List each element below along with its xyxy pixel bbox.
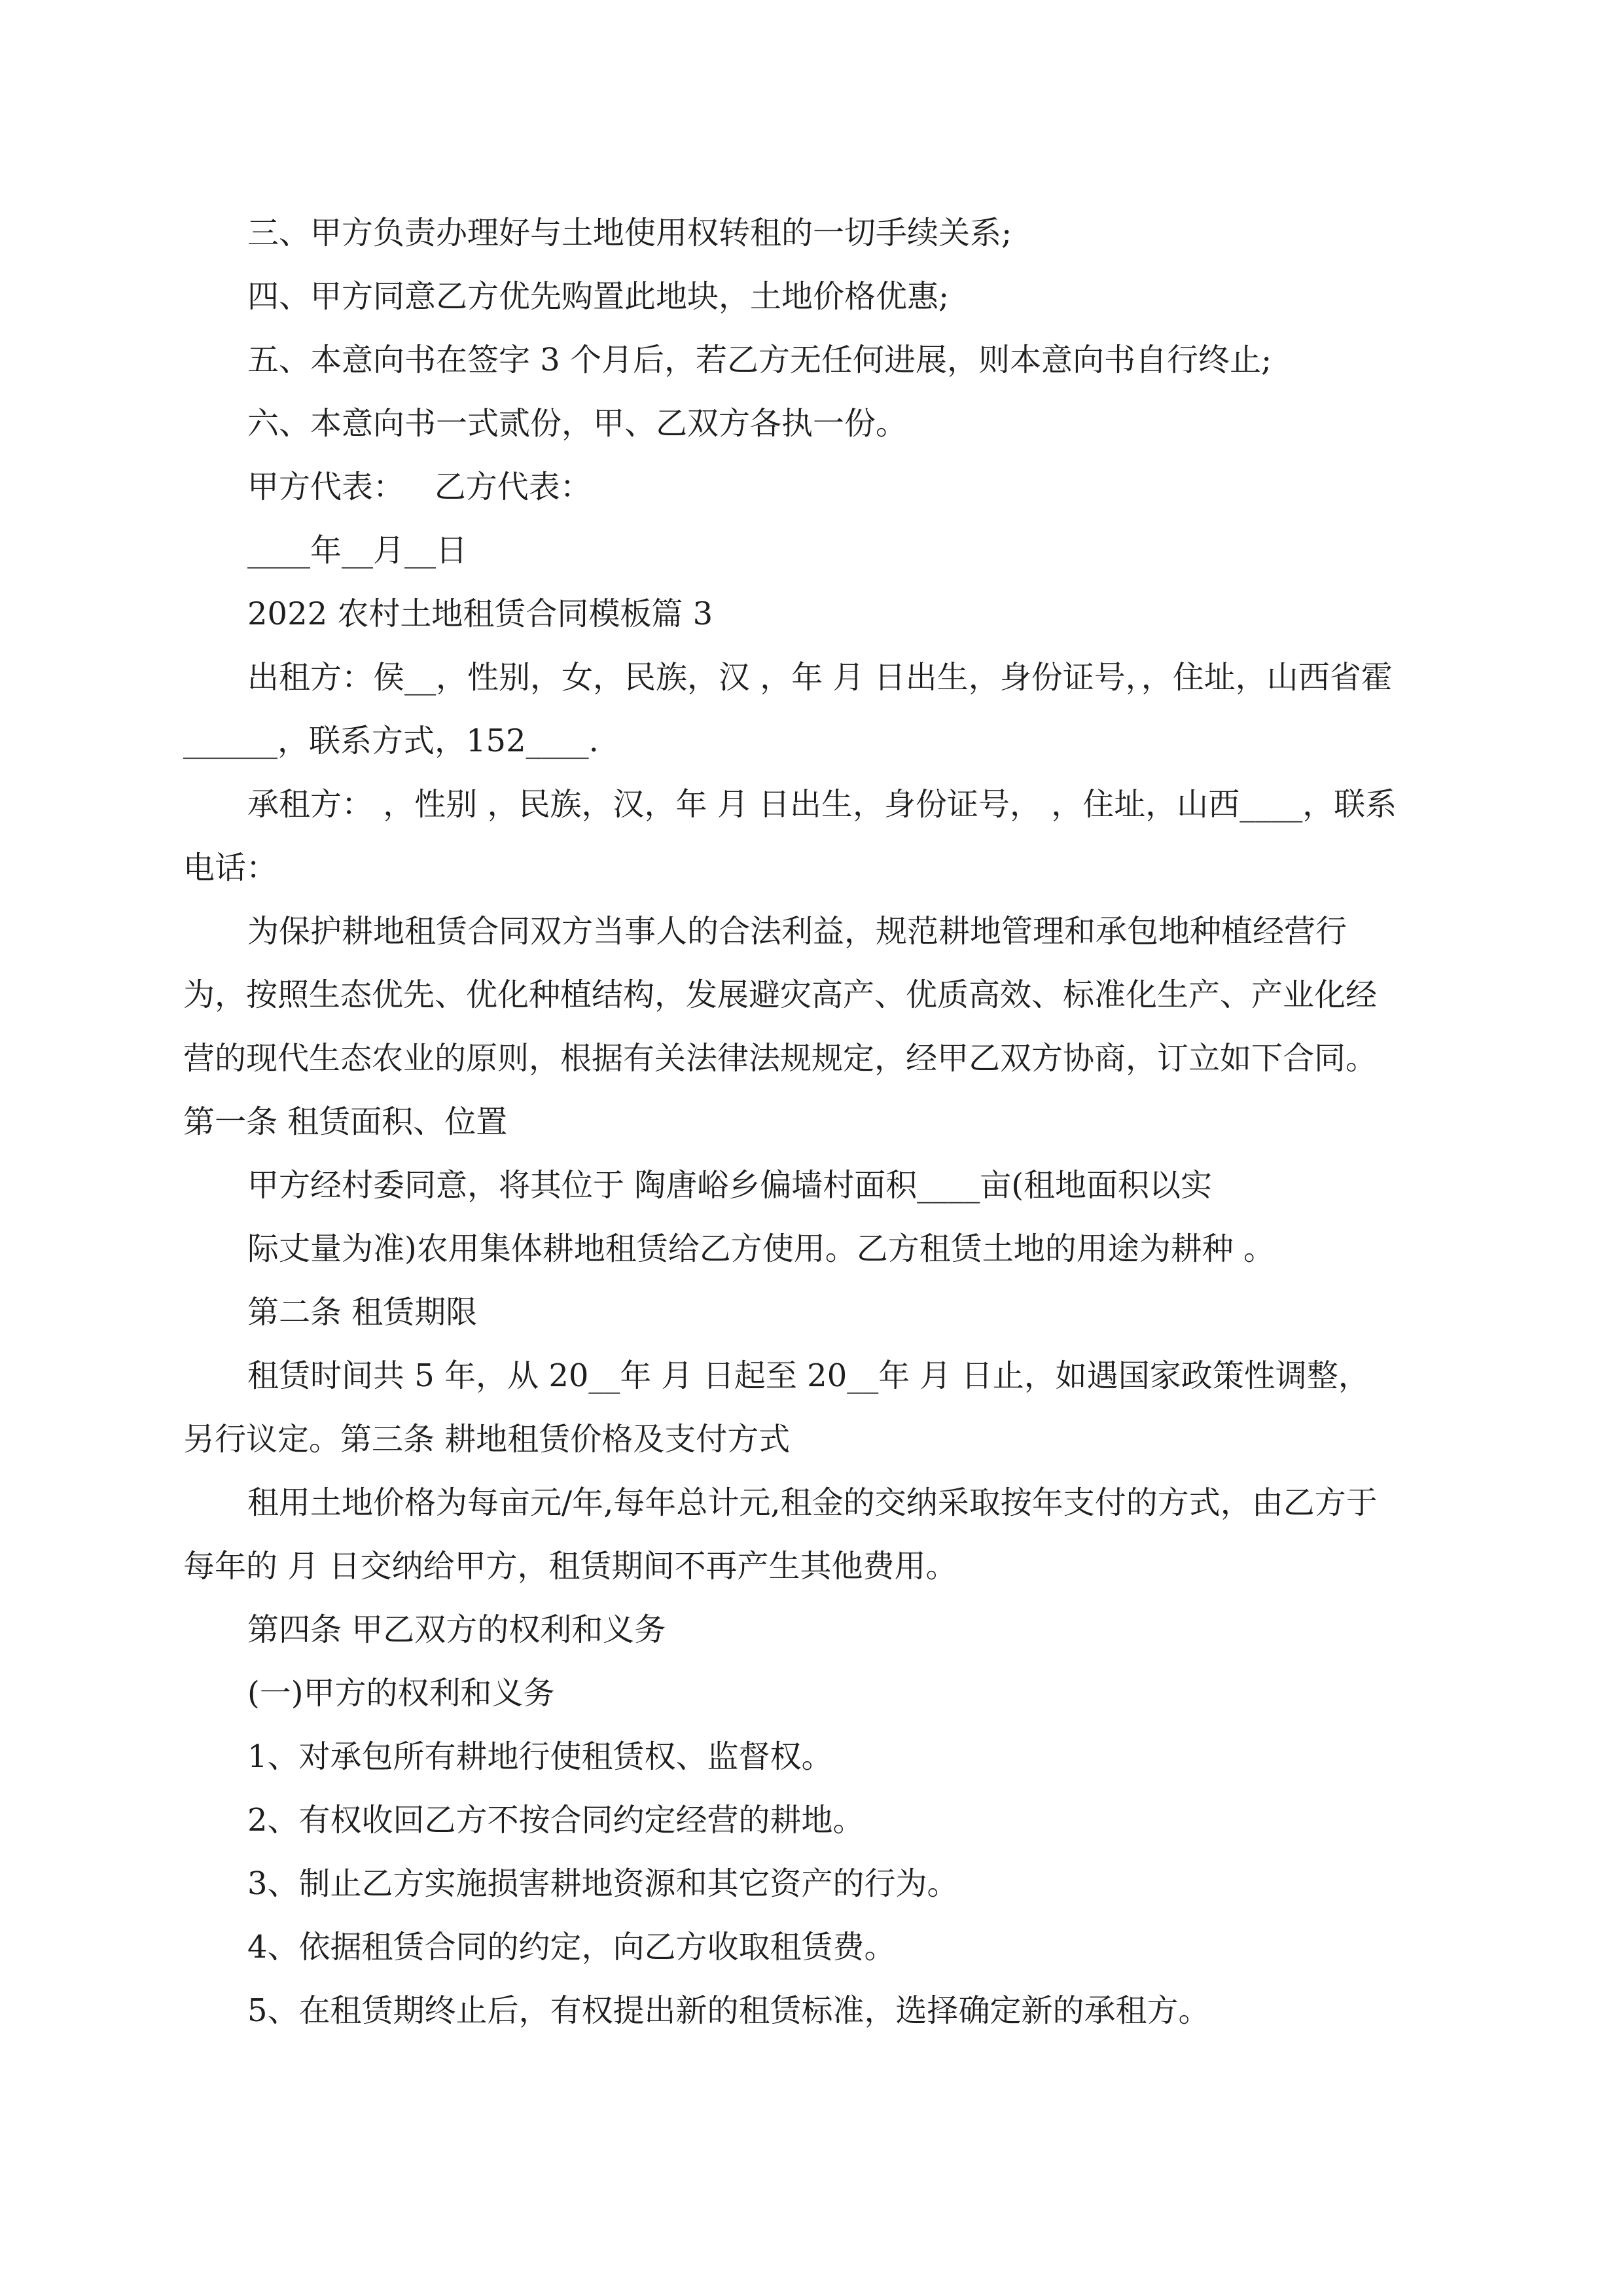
party-a-rights-heading: (一)甲方的权利和义务: [247, 1675, 555, 1712]
article-2-heading: 第二条 租赁期限: [247, 1294, 478, 1331]
lessor-info: 出租方：侯__，性别，女，民族，汉 ，年 月 日出生，身份证号，，住址，山西省霍______，联系方式，152____.: [183, 659, 1393, 759]
signature-line: 甲方代表： 乙方代表：: [247, 469, 592, 505]
price-paragraph: 租用土地价格为每亩元/年,每年总计元,租金的交纳采取按年支付的方式，由乙方于每年的 月 日交纳给甲方，租赁期间不再产生其他费用。: [183, 1484, 1378, 1585]
clause-5: 五、本意向书在签字 3 个月后，若乙方无任何进展，则本意向书自行终止;: [247, 342, 1272, 378]
clause-4: 四、甲方同意乙方优先购置此地块，土地价格优惠;: [247, 278, 950, 315]
right-item-2: 2、有权收回乙方不按合同约定经营的耕地。: [247, 1802, 865, 1839]
date-line: ____年__月__日: [247, 532, 468, 569]
section-title: 2022 农村土地租赁合同模板篇 3: [247, 596, 713, 632]
right-item-3: 3、制止乙方实施损害耕地资源和其它资产的行为。: [247, 1865, 959, 1902]
article-4-heading: 第四条 甲乙双方的权利和义务: [247, 1611, 666, 1648]
contract-text: [183, 202, 1399, 2043]
clause-6: 六、本意向书一式贰份，甲、乙双方各执一份。: [247, 405, 908, 442]
right-item-5: 5、在租赁期终止后，有权提出新的租赁标准，选择确定新的承租方。: [247, 1992, 1210, 2029]
right-item-1: 1、对承包所有耕地行使租赁权、监督权。: [247, 1738, 833, 1775]
term-paragraph: 租赁时间共 5 年，从 20__年 月 日起至 20__年 月 日止，如遇国家政策性调整，另行议定。第三条 耕地租赁价格及支付方式: [183, 1357, 1370, 1458]
location-line-2: 际丈量为准)农用集体耕地租赁给乙方使用。乙方租赁土地的用途为耕种 。: [247, 1230, 1275, 1267]
right-item-4: 4、依据租赁合同的约定，向乙方收取租赁费。: [247, 1929, 896, 1965]
purpose-paragraph: 为保护耕地租赁合同双方当事人的合法利益，规范耕地管理和承包地种植经营行为，按照生态优先、优化种植结构，发展避灾高产、优质高效、标准化生产、产业化经营的现代生态农业的原则，根据有关法律法规规定，经甲乙双方协商，订立如下合同。第一条 租赁面积、位置: [183, 913, 1378, 1140]
clause-3: 三、甲方负责办理好与土地使用权转租的一切手续关系;: [247, 215, 1012, 251]
lessee-info: 承租方： ，性别 ，民族，汉，年 月 日出生，身份证号， ，住址，山西____，联系电话：: [183, 786, 1397, 886]
location-line-1: 甲方经村委同意，将其位于 陶唐峪乡偏墙村面积____亩(租地面积以实: [247, 1167, 1212, 1204]
